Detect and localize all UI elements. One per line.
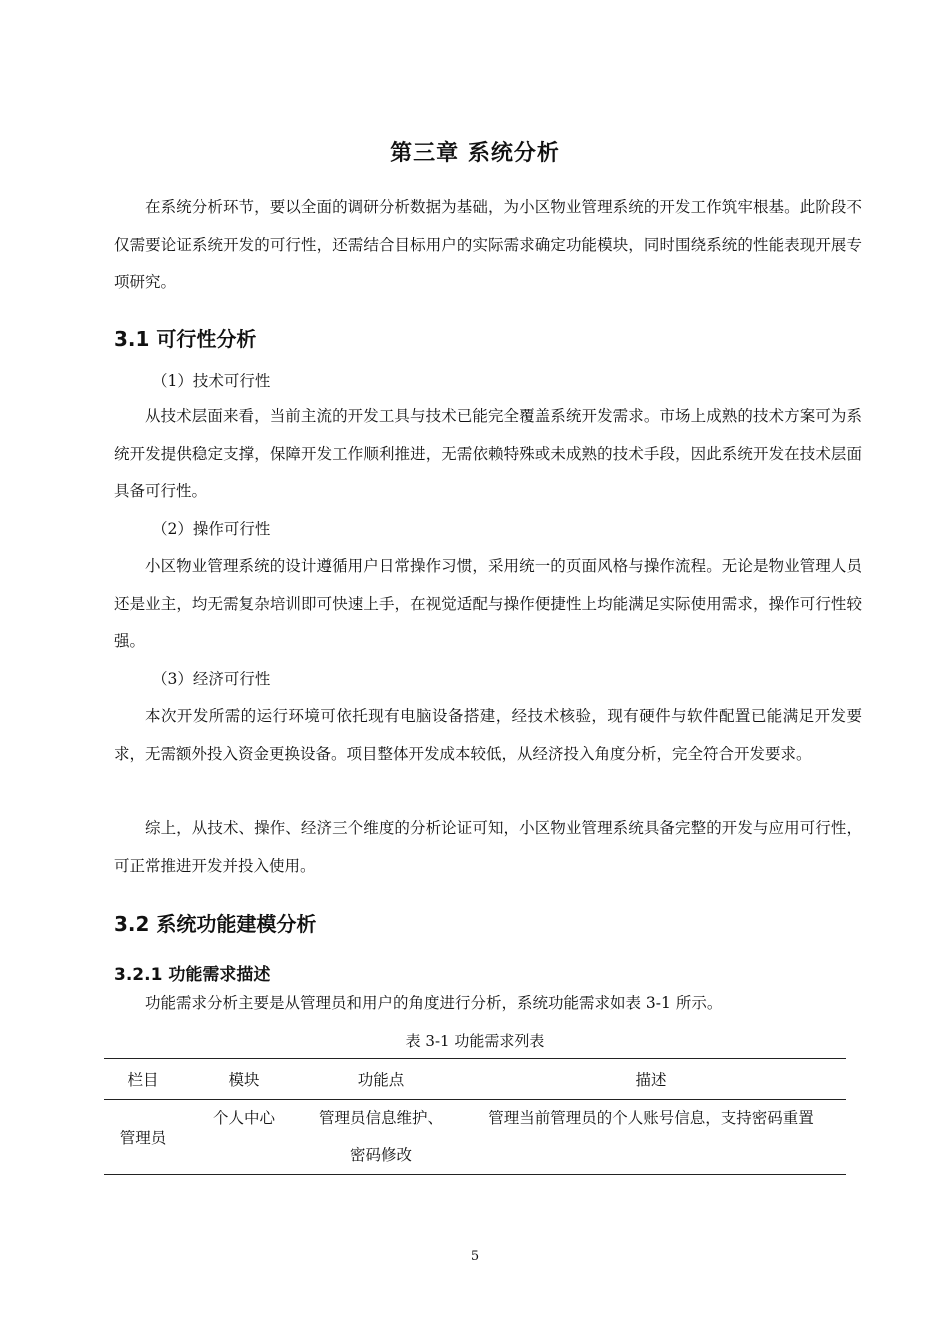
function-requirement-text: 功能需求分析主要是从管理员和用户的角度进行分析，系统功能需求如表 3-1 所示。 bbox=[145, 994, 723, 1012]
table-cell-description bbox=[456, 1100, 846, 1175]
feature-line-2: 密码修改 bbox=[349, 1146, 412, 1164]
item-label-economic: （3）经济可行性 bbox=[152, 670, 271, 688]
section-heading-3-1: 3.1 可行性分析 bbox=[114, 327, 257, 351]
page-number: 5 bbox=[470, 1249, 480, 1264]
table-caption: 表 3-1 功能需求列表 bbox=[405, 1032, 545, 1050]
feature-line-1: 管理员信息维护、 bbox=[318, 1109, 443, 1127]
summary-paragraph: 综上，从技术、操作、经济三个维度的分析论证可知，小区物业管理系统具备完整的开发与应用可行性，可正常推进开发并投入使用。 bbox=[114, 819, 862, 875]
table-header-module: 模块 bbox=[182, 1059, 306, 1100]
table-header-description: 描述 bbox=[456, 1059, 846, 1100]
table-cell-column: 管理员 bbox=[119, 1129, 167, 1147]
chapter-title: 第三章 系统分析 bbox=[390, 141, 560, 166]
subsection-heading-3-2-1: 3.2.1 功能需求描述 bbox=[114, 965, 271, 985]
table-header-feature: 功能点 bbox=[306, 1059, 456, 1100]
module-text: 个人中心 bbox=[212, 1109, 275, 1127]
table-cell-feature bbox=[306, 1100, 456, 1175]
item-text-economic: 本次开发所需的运行环境可依托现有电脑设备搭建，经技术核验，现有硬件与软件配置已能满足开发要求，无需额外投入资金更换设备。项目整体开发成本较低，从经济投入角度分析，完全符合开发要求。 bbox=[114, 707, 862, 763]
item-text-operational: 小区物业管理系统的设计遵循用户日常操作习惯，采用统一的页面风格与操作流程。无论是物业管理人员还是业主，均无需复杂培训即可快速上手，在视觉适配与操作便捷性上均能满足实际使用需求，操作可行性较强。 bbox=[114, 557, 862, 650]
item-label-operational: （2）操作可行性 bbox=[152, 520, 271, 538]
intro-paragraph: 在系统分析环节，要以全面的调研分析数据为基础，为小区物业管理系统的开发工作筑牢根基。此阶段不仅需要论证系统开发的可行性，还需结合目标用户的实际需求确定功能模块，同时围绕系统的性能表现开展专项研究。 bbox=[114, 198, 862, 291]
item-label-technical: （1）技术可行性 bbox=[152, 372, 271, 390]
item-text-technical: 从技术层面来看，当前主流的开发工具与技术已能完全覆盖系统开发需求。市场上成熟的技术方案可为系统开发提供稳定支撑，保障开发工作顺利推进，无需依赖特殊或未成熟的技术手段，因此系统开发在技术层面具备可行性。 bbox=[114, 407, 862, 500]
table-header-column: 栏目 bbox=[104, 1059, 182, 1100]
table-header-row bbox=[104, 1059, 846, 1100]
function-requirement-table bbox=[104, 1058, 846, 1175]
description-text: 管理当前管理员的个人账号信息，支持密码重置 bbox=[488, 1109, 814, 1127]
section-heading-3-2: 3.2 系统功能建模分析 bbox=[114, 912, 317, 936]
table-cell-module bbox=[182, 1100, 306, 1175]
table-row bbox=[104, 1100, 846, 1175]
